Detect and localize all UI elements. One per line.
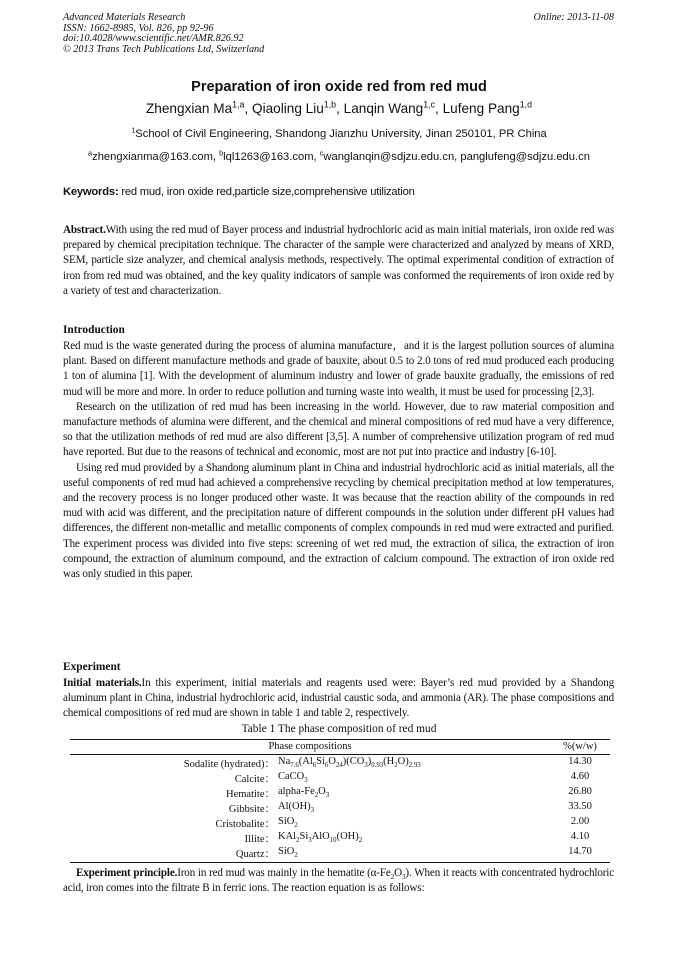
- phase-percent: 4.10: [570, 831, 590, 842]
- journal-header: [63, 13, 264, 55]
- introduction-body: [63, 339, 614, 582]
- table-rule: [70, 754, 610, 755]
- table-row: [70, 756, 610, 771]
- issn: ISSN: 1662-8985, Vol. 826, pp 92-96: [63, 22, 214, 34]
- email-a[interactable]: zhengxianma@163.com,: [92, 151, 217, 163]
- affiliation: [0, 125, 678, 140]
- phase-formula: $Al(OH)_3$: [278, 801, 315, 815]
- paper-title: Preparation of iron oxide red from red mud: [191, 79, 487, 95]
- phase-formula: $KAl_2Si_3AlO_{10}(OH)_2$: [278, 831, 363, 845]
- table-header-percent: %(w/w): [563, 741, 597, 752]
- affiliation-sup: 1: [131, 125, 136, 135]
- experiment-principle: [63, 866, 614, 896]
- initial-materials: [63, 676, 614, 722]
- author-sup: 1,d: [519, 99, 532, 110]
- phase-percent: 2.00: [570, 816, 590, 827]
- copyright: © 2013 Trans Tech Publications Ltd, Switzerland: [63, 43, 265, 55]
- author-sup: 1,a: [232, 99, 245, 110]
- intro-paragraph: Red mud is the waste generated during the process of alumina manufacture，and it is the largest pollution sources of alumina plant. Based on different manufacture methods and grade of bauxite, about 0.5 to 2.0 tons of red mud produced each producing 1 ton of alumina [1]. With the development of aluminum industry and lower of grade bauxite gradually, the emissions of red mud will be more and more. In order to reduce pollution and turning waste into wealth, it must be used for processing [2,3].: [63, 340, 614, 398]
- intro-paragraph: Using red mud provided by a Shandong aluminum plant in China and industrial hydrochloric acid as initial materials, all the useful components of red mud had achieved a comprehensive recycling by chemical precipitation method at low temperatures, and the recovery process is no longer produced other waste. It was because that the reaction ability of the compounds in red mud with acid was different, and the precipitation nature of different compounds in the solution under different pH values had differences, the different non-metallic and metallic components of complex compounds in red mud were extracted and purified. The experiment process was divided into five steps: screening of wet red mud, the extraction of silica, the extraction of iron compound, the extraction of aluminum compound, and the extraction of calcium compound. The extraction of iron oxide red was only studied in this paper.: [63, 461, 614, 581]
- table1-caption: Table 1 The phase composition of red mud: [241, 723, 437, 735]
- phase-percent: 14.30: [568, 756, 592, 767]
- table-header-phase: Phase compositions: [268, 741, 352, 752]
- abstract-text: With using the red mud of Bayer process and industrial hydrochloric acid as main initial materials, iron oxide red was prepared by chemical precipitation technique. The character of the sample were characterized and analyzed by means of XRD, SEM, particle size analyzer, and chemical analysis methods, respectively. The optimal experimental condition of extraction of iron from red mud was obtained, and the key quality indicators of sample was conformed the requirements of iron oxide red by a variety of test and characterization.: [63, 224, 614, 297]
- abstract-label: Abstract.: [63, 224, 106, 236]
- initial-materials-label: Initial materials.: [63, 677, 142, 689]
- experiment-heading: Experiment: [63, 661, 121, 673]
- phase-percent: 26.80: [568, 786, 592, 797]
- phase-formula: alpha-$Fe_2O_3$: [278, 786, 330, 800]
- principle-text: Iron in red mud was mainly in the hematite $(\alpha-Fe_2O_3)$. When it reacts with concentrated hydrochloric acid, iron comes into the filtrate B in ferric ions. The reaction equation is as follows:: [63, 867, 614, 895]
- table-row: [70, 846, 610, 861]
- phase-name: Sodalite (hydrated)：: [183, 759, 275, 770]
- abstract: [63, 223, 614, 299]
- email-c[interactable]: wanglanqin@sdjzu.edu.cn, panglufeng@sdjzu.edu.cn: [323, 151, 590, 163]
- phase-name: Gibbsite：: [228, 804, 275, 815]
- table-rule: [70, 739, 610, 740]
- phase-formula: CaCO$_3$: [278, 771, 308, 785]
- phase-name: Hematite：: [226, 789, 275, 800]
- author-sup: 1,b: [323, 99, 337, 110]
- introduction-heading: Introduction: [63, 324, 125, 336]
- keywords-label: Keywords:: [63, 186, 119, 198]
- email-b[interactable]: lql1263@163.com,: [223, 151, 317, 163]
- phase-formula: SiO$_2$: [278, 846, 298, 860]
- doi: doi:10.4028/www.scientific.net/AMR.826.92: [63, 33, 244, 45]
- phase-name: Calcite：: [234, 774, 275, 785]
- phase-formula: $Na_{7.6}(Al_6Si_6O_{24})(CO_3)_{0.93}(H_2O)_{2.93}$: [278, 756, 421, 770]
- phase-percent: 14.70: [568, 846, 592, 857]
- intro-paragraph: Research on the utilization of red mud has been increasing in the world. However, due to raw material composition and manufacture methods of alumina were different, and the chemical and mineral compositions of red mud have a very difference, so that the utilization methods of red mud are also different [3,5]. A number of comprehensive utilization program of red mud have reported. But due to the reasons of technical and economic, most are not put into practice and industry [6-10].: [63, 400, 614, 459]
- principle-label: Experiment principle.: [76, 867, 178, 879]
- author-emails: $^a$zhengxianma@163.com, $^b$lql1263@163.com, $^c$wanglanqin@sdjzu.edu.cn, panglufeng@sdjzu.edu.cn: [88, 148, 590, 163]
- author-name: Zhengxian Ma: [146, 101, 233, 116]
- author-name: Lanqin Wang: [343, 101, 424, 116]
- phase-formula: SiO$_2$: [278, 816, 298, 830]
- author-name: Qiaoling Liu: [252, 101, 324, 116]
- phase-name: Cristobalite：: [215, 819, 275, 830]
- phase-percent: 4.60: [570, 771, 590, 782]
- phase-name: Illite：: [244, 834, 275, 845]
- initial-materials-text: In this experiment, initial materials and reagents used were: Bayer’s red mud provided by a Shandong aluminum plant in China, industrial hydrochloric acid, industrial caustic soda, and ammonia (AR). The phase compositions and chemical compositions of red mud are shown in table 1 and table 2, respectively.: [63, 677, 614, 720]
- author-sup: 1,c: [423, 99, 436, 110]
- author-name: Lufeng Pang: [442, 101, 520, 116]
- keywords: [63, 186, 623, 198]
- table-row: [70, 771, 610, 786]
- phase-name: Quartz：: [235, 849, 275, 860]
- table-row: [70, 831, 610, 846]
- table-row: [70, 816, 610, 831]
- affiliation-text: School of Civil Engineering, Shandong Jianzhu University, Jinan 250101, PR China: [135, 128, 547, 140]
- author-list: Zhengxian Ma$^{1,a}$, Qiaoling Liu$^{1,b}$, Lanqin Wang$^{1,c}$, Lufeng Pang$^{1,d}$: [146, 99, 532, 116]
- table-rule: [70, 862, 610, 863]
- table-row: [70, 786, 610, 801]
- keywords-text: red mud, iron oxide red,particle size,comprehensive utilization: [118, 186, 415, 198]
- journal-name: Advanced Materials Research: [63, 12, 186, 23]
- online-date: Online: 2013-11-08: [533, 12, 614, 23]
- table-row: [70, 801, 610, 816]
- phase-percent: 33.50: [568, 801, 592, 812]
